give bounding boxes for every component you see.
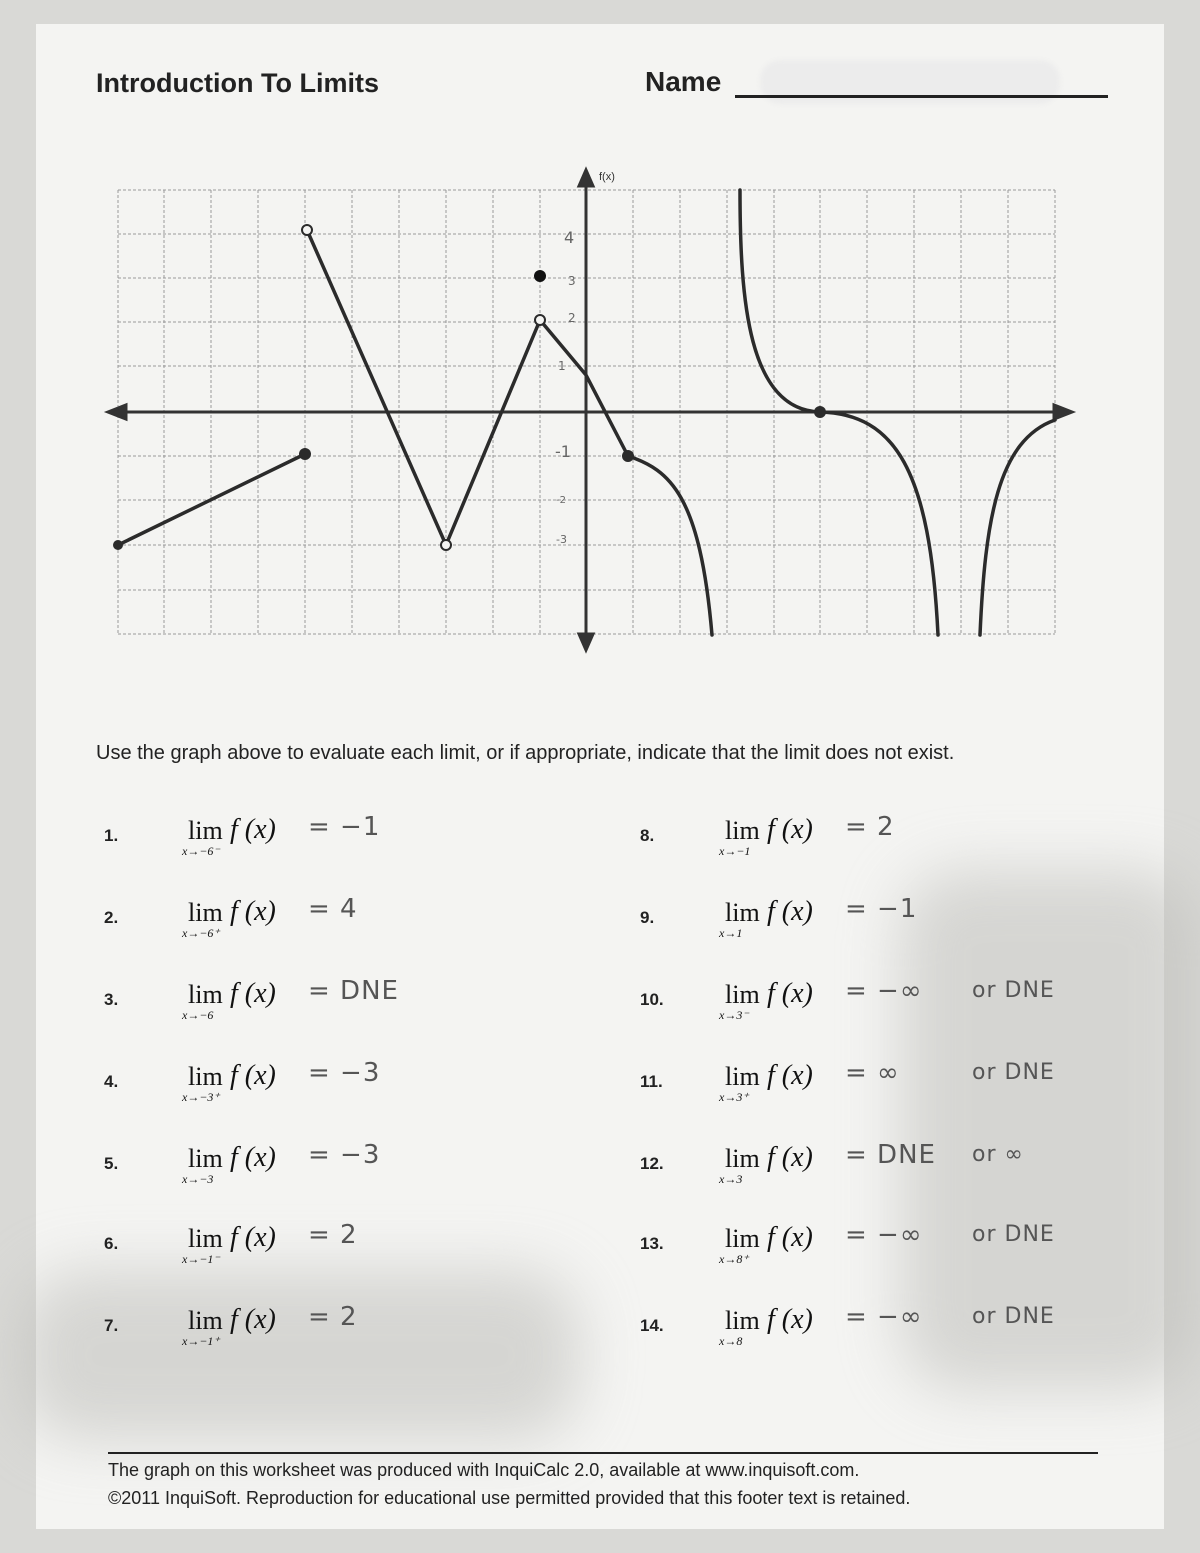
limit-subscript: x→−1 xyxy=(719,844,751,858)
limit-problem xyxy=(0,894,1200,960)
handwritten-alternate-answer: or DNE xyxy=(972,1304,1055,1329)
function-expression: f (x) xyxy=(230,978,276,1009)
lim-word: lim xyxy=(188,980,223,1009)
function-expression: f (x) xyxy=(767,1142,813,1173)
problem-number: 1. xyxy=(104,826,119,845)
handwritten-answer: = −1 xyxy=(308,812,381,842)
handwritten-answer: = −3 xyxy=(308,1140,381,1170)
limit-subscript: x→−6⁻ xyxy=(182,844,220,858)
limit-subscript: x→−3⁺ xyxy=(182,1090,220,1104)
handwritten-answer: = DNE xyxy=(308,976,399,1006)
x-axis xyxy=(108,405,1072,419)
lim-word: lim xyxy=(725,1224,760,1253)
lim-word: lim xyxy=(725,898,760,927)
problem-number: 9. xyxy=(640,908,655,927)
lim-word: lim xyxy=(725,1062,760,1091)
closed-point xyxy=(534,270,546,282)
tick-label-2: 2 xyxy=(568,311,576,325)
lim-word: lim xyxy=(188,1144,223,1173)
limit-problem xyxy=(0,1220,1200,1286)
limit-problem xyxy=(0,1058,1200,1124)
limit-subscript: x→1 xyxy=(719,926,743,940)
limit-subscript: x→−1⁻ xyxy=(182,1252,220,1266)
tick-label-neg3: -3 xyxy=(556,533,567,546)
function-expression: f (x) xyxy=(230,1304,276,1335)
handwritten-answer: = 2 xyxy=(308,1302,358,1332)
closed-point xyxy=(299,448,311,460)
y-axis-label: f(x) xyxy=(599,171,615,183)
footer-rule xyxy=(108,1452,1098,1454)
graph-points xyxy=(113,225,826,550)
handwritten-tick-labels xyxy=(555,228,576,546)
name-label: Name xyxy=(645,66,722,97)
handwritten-alternate-answer: or DNE xyxy=(972,978,1055,1003)
function-expression: f (x) xyxy=(767,896,813,927)
function-expression: f (x) xyxy=(767,814,813,845)
limit-problem xyxy=(0,1302,1200,1368)
handwritten-answer: = 2 xyxy=(845,812,895,842)
instructions-text: Use the graph above to evaluate each limit, or if appropriate, indicate that the limit does not exist. xyxy=(96,742,955,764)
tick-label-4: 4 xyxy=(564,228,575,247)
limit-subscript: x→3 xyxy=(719,1172,743,1186)
lim-word: lim xyxy=(188,816,223,845)
lim-word: lim xyxy=(725,1306,760,1335)
limit-subscript: x→−6⁺ xyxy=(182,926,220,940)
problem-number: 3. xyxy=(104,990,119,1009)
segment-v-shape xyxy=(307,230,628,545)
handwritten-answer: = DNE xyxy=(845,1140,936,1170)
open-point xyxy=(302,225,312,235)
limit-operator xyxy=(719,898,760,940)
problem-number: 10. xyxy=(640,990,664,1009)
limit-subscript: x→−6 xyxy=(182,1008,214,1022)
problem-number: 13. xyxy=(640,1234,664,1253)
limit-subscript: x→8 xyxy=(719,1334,743,1348)
function-expression: f (x) xyxy=(230,814,276,845)
handwritten-answer: = −∞ xyxy=(845,1302,923,1332)
handwritten-answer: = −3 xyxy=(308,1058,381,1088)
curve-after-asymptote-8 xyxy=(980,420,1055,635)
lim-word: lim xyxy=(725,816,760,845)
tick-label-3: 3 xyxy=(568,274,576,288)
limit-subscript: x→3⁺ xyxy=(719,1090,749,1104)
handwritten-answer: = 2 xyxy=(308,1220,358,1250)
lim-word: lim xyxy=(725,1144,760,1173)
lim-word: lim xyxy=(725,980,760,1009)
footer-copyright: ©2011 InquiSoft. Reproduction for educational use permitted provided that this footer text is retained. xyxy=(108,1488,911,1508)
tick-label-neg1: -1 xyxy=(555,442,571,461)
problem-number: 7. xyxy=(104,1316,119,1335)
limit-problem xyxy=(0,976,1200,1042)
problem-number: 8. xyxy=(640,826,655,845)
problem-number: 2. xyxy=(104,908,119,927)
problem-number: 14. xyxy=(640,1316,664,1335)
function-expression: f (x) xyxy=(767,978,813,1009)
function-graph xyxy=(0,0,1200,700)
problem-number: 5. xyxy=(104,1154,119,1173)
limit-operator xyxy=(719,1062,760,1104)
lim-word: lim xyxy=(188,1224,223,1253)
limit-operator xyxy=(719,980,760,1022)
handwritten-answer: = −∞ xyxy=(845,976,923,1006)
limit-operator xyxy=(719,1144,760,1186)
y-axis xyxy=(579,170,593,650)
limit-operator xyxy=(719,816,760,858)
worksheet-title: Introduction To Limits xyxy=(96,68,379,98)
handwritten-answer: = −∞ xyxy=(845,1220,923,1250)
function-expression: f (x) xyxy=(767,1060,813,1091)
function-expression: f (x) xyxy=(230,1060,276,1091)
function-expression: f (x) xyxy=(767,1304,813,1335)
handwritten-alternate-answer: or DNE xyxy=(972,1060,1055,1085)
lim-word: lim xyxy=(188,1062,223,1091)
handwritten-answer: = ∞ xyxy=(845,1058,900,1088)
limit-operator xyxy=(719,1306,760,1348)
limit-subscript: x→3⁻ xyxy=(719,1008,749,1022)
limit-problem xyxy=(0,812,1200,878)
problem-number: 4. xyxy=(104,1072,119,1091)
lim-word: lim xyxy=(188,898,223,927)
closed-point xyxy=(814,406,826,418)
open-point xyxy=(535,315,545,325)
handwritten-alternate-answer: or ∞ xyxy=(972,1142,1024,1167)
tick-label-neg2: -2 xyxy=(556,495,566,506)
problem-number: 11. xyxy=(640,1072,663,1091)
limit-subscript: x→8⁺ xyxy=(719,1252,749,1266)
problem-number: 12. xyxy=(640,1154,664,1173)
function-expression: f (x) xyxy=(230,1142,276,1173)
limit-subscript: x→−1⁺ xyxy=(182,1334,220,1348)
tick-label-1: 1 xyxy=(558,359,566,373)
closed-point xyxy=(113,540,123,550)
function-expression: f (x) xyxy=(767,1222,813,1253)
limit-problem xyxy=(0,1140,1200,1206)
function-expression: f (x) xyxy=(230,1222,276,1253)
function-expression: f (x) xyxy=(230,896,276,927)
limit-operator xyxy=(719,1224,760,1266)
footer-credit: The graph on this worksheet was produced with InquiCalc 2.0, available at www.inquisoft.com. xyxy=(108,1460,860,1480)
handwritten-answer: = 4 xyxy=(308,894,358,924)
handwritten-answer: = −1 xyxy=(845,894,918,924)
problem-number: 6. xyxy=(104,1234,119,1253)
lim-word: lim xyxy=(188,1306,223,1335)
closed-point xyxy=(622,450,634,462)
limit-subscript: x→−3 xyxy=(182,1172,214,1186)
handwritten-alternate-answer: or DNE xyxy=(972,1222,1055,1247)
open-point xyxy=(441,540,451,550)
